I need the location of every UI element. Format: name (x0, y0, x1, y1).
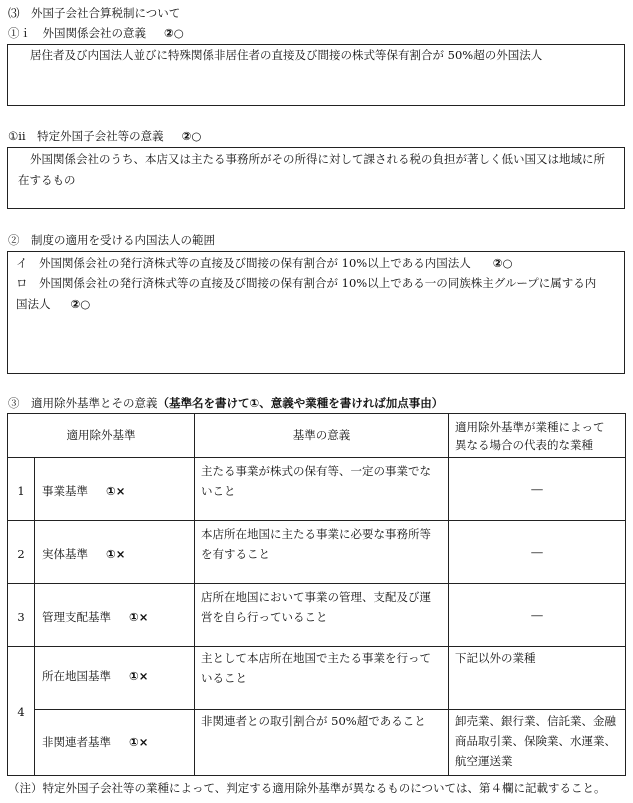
table-row (8, 710, 626, 776)
criterion-meaning: 主として本店所在地国で主たる事業を行って いること (195, 647, 449, 710)
row-number: 2 (8, 521, 35, 584)
criterion-name: 非関連者基準 ①× (35, 710, 195, 776)
criterion-mark: ①× (129, 735, 149, 749)
table-row (8, 521, 626, 584)
table-header-row (8, 414, 626, 458)
item-ii-label-text: ①ⅱ 特定外国子会社等の意義 (8, 129, 164, 143)
row-number: 1 (8, 458, 35, 521)
table-row (8, 584, 626, 647)
table-row (8, 458, 626, 521)
item-i-answer-box (7, 44, 625, 106)
item-3-label-note: （基準名を書けて①、意義や業種を書ければ加点事由） (157, 396, 444, 410)
criterion-mark: ①× (106, 547, 126, 561)
item-ii-body-line1: 外国関係会社のうち、本店又は主たる事務所がその所得に対して課される税の負担が著しく低い国又は地域に所 (30, 152, 605, 166)
row-number: 3 (8, 584, 35, 647)
item-i-mark: ②○ (164, 26, 184, 40)
item-2-label: ② 制度の適用を受ける内国法人の範囲 (8, 233, 215, 247)
header-industry: 適用除外基準が業種によって 異なる場合の代表的な業種 (449, 414, 626, 458)
header-criteria: 適用除外基準 (8, 414, 195, 458)
criterion-meaning: 店所在地国において事業の管理、支配及び運 営を自ら行っていること (195, 584, 449, 647)
item-2-line3 (16, 299, 90, 311)
exclusion-criteria-table (7, 413, 626, 776)
item-ii-body-line2: 在するもの (18, 173, 76, 187)
criterion-name: 実体基準 ①× (35, 521, 195, 584)
criterion-mark: ①× (129, 610, 149, 624)
item-2-answer-box (7, 251, 625, 374)
item-ii-mark: ②○ (181, 129, 202, 143)
footnote: （注）特定外国子会社等の業種によって、判定する適用除外基準が異なるものについては、第４欄に記載すること。 (8, 781, 606, 795)
item-3-label-text: ③ 適用除外基準とその意義 (8, 396, 158, 410)
criterion-mark: ①× (129, 669, 149, 683)
criterion-mark: ①× (106, 484, 126, 498)
item-i-label-text: ①ｉ 外国関係会社の意義 (8, 26, 146, 40)
table-row (8, 647, 626, 710)
item-ii-answer-box (7, 147, 625, 209)
criterion-meaning: 非関連者との取引割合が 50%超であること (195, 710, 449, 776)
criterion-industry: ― (449, 521, 626, 584)
item-2-line2: ロ 外国関係会社の発行済株式等の直接及び間接の保有割合が 10%以上である一の同族株主グループに属する内 (16, 276, 597, 290)
criterion-industry: ― (449, 584, 626, 647)
item-i-label (8, 28, 184, 40)
criterion-meaning: 本店所在地国に主たる事業に必要な事務所等 を有すること (195, 521, 449, 584)
item-2-line3-mark: ②○ (70, 297, 91, 311)
item-ii-label (8, 131, 201, 143)
item-i-body: 居住者及び内国法人並びに特殊関係非居住者の直接及び間接の株式等保有割合が 50%超の外国法人 (30, 48, 543, 62)
item-2-line1-text: イ 外国関係会社の発行済株式等の直接及び間接の保有割合が 10%以上である内国法人 (16, 256, 471, 270)
criterion-industry: 卸売業、銀行業、信託業、金融 商品取引業、保険業、水運業、 航空運送業 (449, 710, 626, 776)
item-2-line1 (16, 258, 513, 270)
criterion-name: 管理支配基準 ①× (35, 584, 195, 647)
criterion-meaning: 主たる事業が株式の保有等、一定の事業でな いこと (195, 458, 449, 521)
section-heading: ⑶ 外国子会社合算税制について (8, 6, 181, 20)
criterion-industry: 下記以外の業種 (449, 647, 626, 710)
criterion-name: 事業基準 ①× (35, 458, 195, 521)
item-2-line3-text: 国法人 (16, 297, 51, 311)
item-2-line1-mark: ②○ (492, 256, 513, 270)
header-meaning: 基準の意義 (195, 414, 449, 458)
item-3-label (8, 398, 443, 410)
row-number: 4 (8, 647, 35, 776)
criterion-industry: ― (449, 458, 626, 521)
criterion-name: 所在地国基準 ①× (35, 647, 195, 710)
